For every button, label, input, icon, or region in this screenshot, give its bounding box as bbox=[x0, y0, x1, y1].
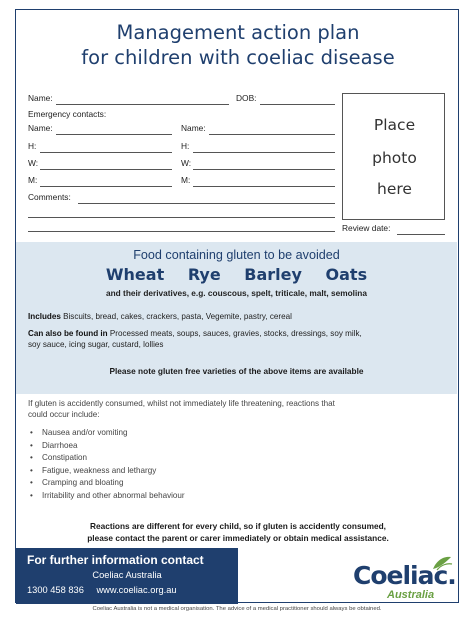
comments-field-line-3[interactable] bbox=[28, 231, 335, 232]
also-found-label: Can also be found in bbox=[28, 329, 108, 338]
includes-text: Biscuits, bread, cakes, crackers, pasta, Vegemite, pastry, cereal bbox=[63, 312, 292, 321]
grain-wheat: Wheat bbox=[105, 265, 165, 284]
page-title bbox=[16, 20, 460, 70]
coeliac-logo bbox=[353, 559, 456, 605]
review-date-field[interactable] bbox=[397, 234, 445, 235]
info-contact bbox=[27, 585, 187, 595]
photo-placeholder[interactable] bbox=[342, 93, 445, 220]
includes-label: Includes bbox=[28, 312, 61, 321]
reactions-intro-line-1: If gluten is accidently consumed, whilst not immediately life threatening, reactions that bbox=[28, 399, 335, 408]
contact2-home-field[interactable] bbox=[193, 152, 335, 153]
contact-info-box bbox=[16, 548, 238, 604]
title-line-1: Management action plan bbox=[116, 21, 360, 44]
comments-label: Comments: bbox=[28, 192, 71, 202]
comments-field-line-1[interactable] bbox=[78, 203, 335, 204]
also-found-line-2: soy sauce, icing sugar, custard, lollies bbox=[28, 340, 164, 349]
contact2-mobile-field[interactable] bbox=[193, 186, 335, 187]
name-field[interactable] bbox=[56, 104, 229, 105]
photo-text-line-2: photo bbox=[372, 149, 417, 167]
warning-line-1: Reactions are different for every child, so if gluten is accidently consumed, bbox=[89, 521, 386, 531]
list-item: • Fatigue, weakness and lethargy bbox=[28, 465, 185, 478]
title-line-2: for children with coeliac disease bbox=[81, 46, 395, 69]
warning-line-2: please contact the parent or carer immediately or obtain medical assistance. bbox=[87, 533, 389, 543]
footer-disclaimer: Coeliac Australia is not a medical organisation. The advice of a medical practitioner should always be obtained. bbox=[92, 606, 382, 612]
grain-barley: Barley bbox=[244, 265, 302, 284]
photo-text-line-3: here bbox=[377, 180, 412, 198]
name-label: Name: bbox=[28, 93, 53, 103]
info-title: For further information contact bbox=[27, 553, 204, 567]
contact1-mobile-label: M: bbox=[28, 175, 38, 185]
grain-oats: Oats bbox=[325, 265, 368, 284]
grain-rye: Rye bbox=[187, 265, 221, 284]
also-found-text: Processed meats, soups, sauces, gravies, stocks, dressings, soy milk, bbox=[109, 329, 362, 338]
gluten-heading: Food containing gluten to be avoided bbox=[133, 248, 340, 262]
review-date-label: Review date: bbox=[342, 223, 391, 233]
contact2-home-label: H: bbox=[181, 141, 190, 151]
gluten-free-note: Please note gluten free varieties of the above items are available bbox=[109, 366, 364, 376]
contact2-name-label: Name: bbox=[181, 123, 206, 133]
contact1-name-label: Name: bbox=[28, 123, 53, 133]
list-item: • Irritability and other abnormal behaviour bbox=[28, 490, 185, 503]
gluten-derivatives: and their derivatives, e.g. couscous, spelt, triticale, malt, semolina bbox=[106, 288, 367, 298]
contact2-work-label: W: bbox=[181, 158, 192, 168]
contact2-work-field[interactable] bbox=[193, 169, 335, 170]
action-plan-frame bbox=[15, 9, 459, 603]
contact2-mobile-label: M: bbox=[181, 175, 191, 185]
list-item: • Cramping and bloating bbox=[28, 477, 185, 490]
comments-field-line-2[interactable] bbox=[28, 217, 335, 218]
list-item: • Diarrhoea bbox=[28, 440, 185, 453]
dob-label: DOB: bbox=[236, 93, 257, 103]
contact1-work-field[interactable] bbox=[40, 169, 172, 170]
includes-line bbox=[28, 311, 292, 322]
reactions-list bbox=[28, 427, 185, 503]
info-phone[interactable]: 1300 458 836 bbox=[27, 585, 84, 595]
logo-sub-text: Australia bbox=[387, 589, 435, 601]
logo-main-text: Coeliac. bbox=[353, 561, 456, 590]
contact1-mobile-field[interactable] bbox=[40, 186, 172, 187]
list-item: • Nausea and/or vomiting bbox=[28, 427, 185, 440]
contact1-work-label: W: bbox=[28, 158, 39, 168]
reactions-intro-line-2: could occur include: bbox=[28, 410, 100, 419]
dob-field[interactable] bbox=[260, 104, 335, 105]
gluten-grains bbox=[16, 265, 457, 284]
info-organisation: Coeliac Australia bbox=[92, 570, 162, 580]
photo-text-line-1: Place bbox=[373, 116, 416, 134]
contact1-home-field[interactable] bbox=[40, 152, 172, 153]
info-website[interactable]: www.coeliac.org.au bbox=[96, 585, 177, 595]
contact1-name-field[interactable] bbox=[56, 134, 172, 135]
reactions-intro bbox=[28, 398, 438, 420]
contact2-name-field[interactable] bbox=[209, 134, 335, 135]
list-item: • Constipation bbox=[28, 452, 185, 465]
contact1-home-label: H: bbox=[28, 141, 37, 151]
reactions-warning bbox=[16, 520, 460, 544]
also-found-line bbox=[28, 328, 362, 339]
emergency-contacts-label: Emergency contacts: bbox=[28, 109, 107, 119]
